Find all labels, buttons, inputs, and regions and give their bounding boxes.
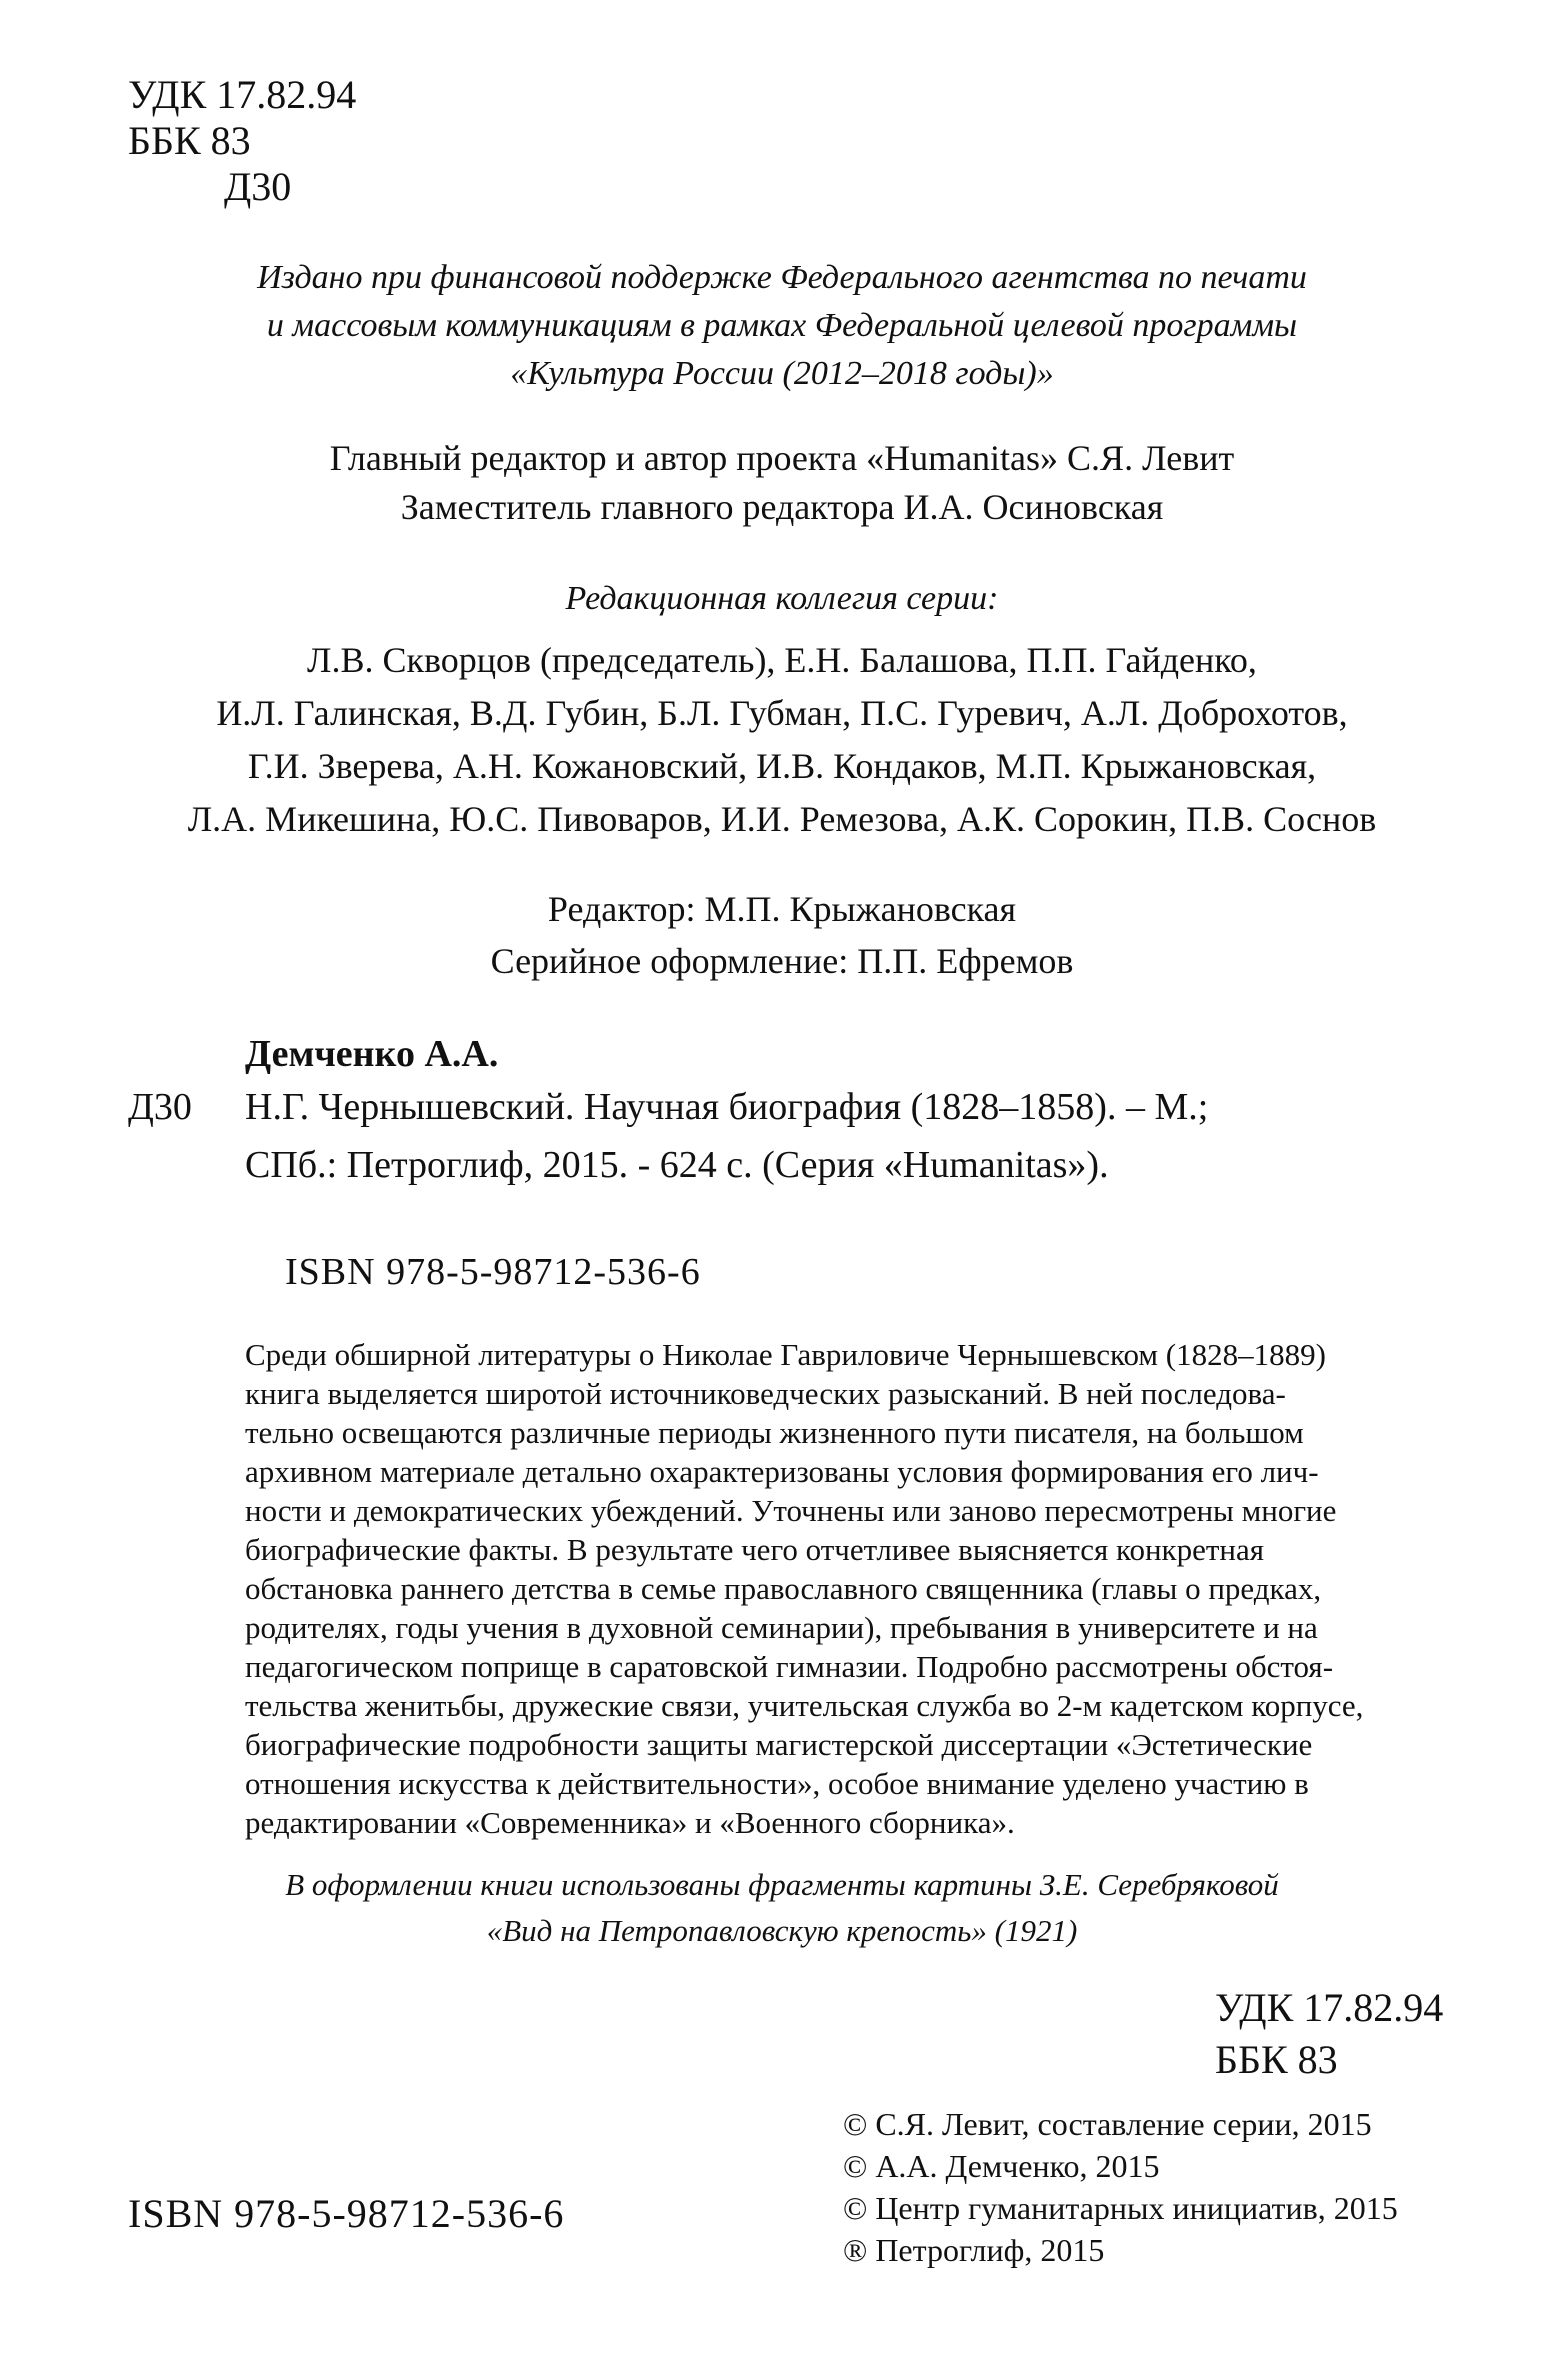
abstract-line: редактировании «Современника» и «Военного сборника». [245,1805,1015,1840]
abstract-line: книга выделяется широтой источниковедческих разысканий. В ней последова- [245,1376,1286,1411]
funding-note-line-1: Издано при финансовой поддержке Федерального агентства по печати [257,259,1307,296]
abstract-line: ности и демократических убеждений. Уточнены или заново пересмотрены многие [245,1493,1337,1528]
editorial-board-line-2: И.Л. Галинская, В.Д. Губин, Б.Л. Губман, П.С. Гуревич, А.Л. Доброхотов, [216,693,1348,733]
deputy-editor-line: Заместитель главного редактора И.А. Осиновская [400,487,1164,527]
abstract-line: родителях, годы учения в духовной семинарии), пребывания в университете и на [245,1610,1318,1645]
abstract-line: архивном материале детально охарактеризованы условия формирования его лич- [245,1454,1319,1489]
bbk-line: ББК 83 [1215,2037,1338,2082]
funding-note-line-3: «Культура России (2012–2018 годы)» [510,355,1054,392]
udk-code-top [128,72,356,210]
author-mark: Д30 [224,164,292,209]
bbk-line: ББК 83 [128,118,251,163]
editorial-board-heading: Редакционная коллегия серии: [565,580,999,617]
funding-note-line-2: и массовым коммуникациям в рамках Федеральной целевой программы [266,307,1298,344]
abstract-line: тельно освещаются различные периоды жизненного пути писателя, на большом [245,1415,1304,1450]
copyright-block [843,2103,1398,2271]
isbn-secondary: ISBN 978-5-98712-536-6 [128,2191,565,2236]
copyright-line: © А.А. Демченко, 2015 [843,2148,1160,2184]
udk-line: УДК 17.82.94 [128,72,357,117]
abstract-line: отношения искусства к действительности», особое внимание уделено участию в [245,1766,1309,1801]
chief-editor-line: Главный редактор и автор проекта «Humanitas» С.Я. Левит [329,438,1235,478]
editorial-board-line-4: Л.А. Микешина, Ю.С. Пивоваров, И.И. Ремезова, А.К. Сорокин, П.В. Соснов [187,799,1377,839]
editor-line: Редактор: М.П. Крыжановская [547,889,1017,929]
bibliography-line-1: Н.Г. Чернышевский. Научная биография (1828–1858). – М.; [245,1086,1209,1128]
copyright-line: ® Петроглиф, 2015 [843,2232,1105,2268]
editorial-board-line-3: Г.И. Зверева, А.Н. Кожановский, И.В. Кондаков, М.П. Крыжановская, [247,746,1317,786]
isbn-primary: ISBN 978-5-98712-536-6 [285,1251,701,1293]
udk-line: УДК 17.82.94 [1215,1985,1444,2030]
abstract-line: тельства женитьбы, дружеские связи, учительская служба во 2-м кадетском корпусе, [245,1688,1364,1723]
editorial-board-line-1: Л.В. Скворцов (председатель), Е.Н. Балашова, П.П. Гайденко, [307,640,1257,680]
abstract-line: обстановка раннего детства в семье православного священника (главы о предках, [245,1571,1322,1606]
design-note-line-2: «Вид на Петропавловскую крепость» (1921) [486,1913,1078,1948]
author-name: Демченко А.А. [245,1033,499,1075]
bibliography-line-2: СПб.: Петроглиф, 2015. - 624 с. (Серия «Humanitas»). [245,1144,1109,1186]
series-design-line: Серийное оформление: П.П. Ефремов [490,941,1074,981]
bibliography-code: Д30 [128,1086,192,1128]
abstract-line: Среди обширной литературы о Николае Гавриловиче Чернышевском (1828–1889) [245,1337,1326,1372]
udk-code-bottom [1215,1982,1443,2086]
copyright-line: © С.Я. Левит, составление серии, 2015 [843,2106,1372,2142]
abstract [245,1335,1363,1842]
design-note-line-1: В оформлении книги использованы фрагменты картины З.Е. Серебряковой [285,1867,1279,1902]
abstract-line: педагогическом поприще в саратовской гимназии. Подробно рассмотрены обстоя- [245,1649,1334,1684]
abstract-line: биографические факты. В результате чего отчетливее выясняется конкретная [245,1532,1265,1567]
copyright-line: © Центр гуманитарных инициатив, 2015 [843,2190,1398,2226]
abstract-line: биографические подробности защиты магистерской диссертации «Эстетические [245,1727,1313,1762]
